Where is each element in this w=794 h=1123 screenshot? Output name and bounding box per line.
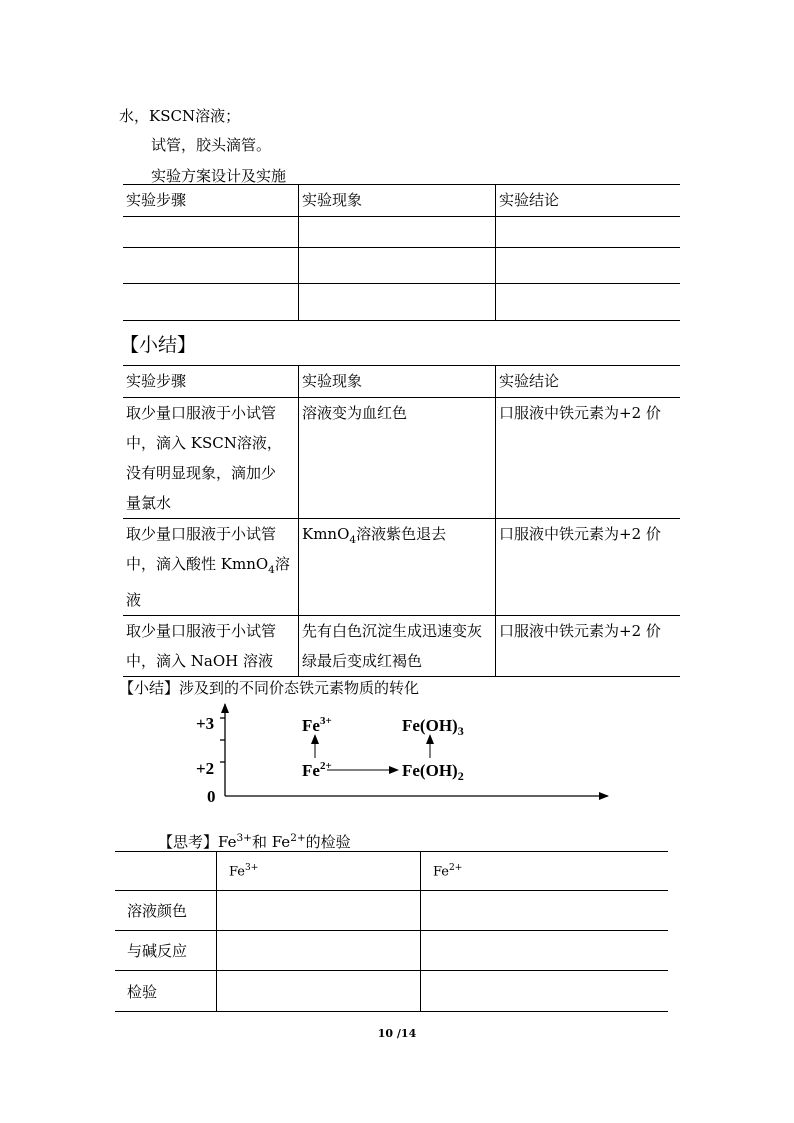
phenomenon-cell: 溶液变为血红色 [299,398,496,519]
superscript: 2+ [449,862,463,873]
table-row [115,891,668,931]
step-text: 中，滴入 KSCN溶液， [126,434,282,452]
row-label: 与碱反应 [115,931,217,971]
step-text: 量氯水 [126,494,172,512]
ion-test-table [115,851,668,1012]
experiment-design-table [123,184,680,321]
empty-cell[interactable] [217,931,421,971]
conclusion-cell: 口服液中铁元素为+2 价 [496,519,681,616]
superscript: 3+ [236,832,252,844]
feoh2-label: $Fe(OH)_2$ [402,761,464,783]
step-cell [123,398,299,519]
step-text: 没有明显现象，滴加少 [126,464,277,482]
step-cell [123,519,299,616]
subscript: 4 [349,534,357,546]
phenomenon-cell [299,616,496,677]
step-text-part: 溶 [274,555,290,573]
step-text: 取少量口服液于小试管 [126,525,277,543]
phenomenon-part: KmnO [302,525,350,543]
feoh3-label: $Fe(OH)_3$ [402,716,464,738]
phenomenon-part: 溶液紫色退去 [356,525,447,543]
phenomenon-text: 绿最后变成红褐色 [302,652,423,670]
table-row [123,519,680,616]
table-row [123,366,680,398]
page-number: 10 /14 [377,1027,417,1040]
header-cell: 实验结论 [496,366,681,398]
y-label-zero: 0 [207,787,216,806]
intro-line-2: 试管，胶头滴管。 [151,136,272,154]
empty-cell[interactable] [496,248,681,284]
step-text: 中，滴入 NaOH 溶液 [126,652,273,670]
header-cell [217,852,421,891]
empty-cell[interactable] [123,217,299,248]
empty-cell[interactable] [123,248,299,284]
empty-cell[interactable] [217,891,421,931]
table-row [123,248,680,284]
empty-cell[interactable] [421,891,669,931]
table-row [115,971,668,1012]
think-title-part: 【思考】Fe [158,833,237,851]
subscript: 4 [268,564,275,576]
empty-cell[interactable] [299,284,496,321]
phenomenon-cell [299,519,496,616]
transform-caption: 【小结】涉及到的不同价态铁元素物质的转化 [119,679,420,697]
superscript: 3+ [245,862,259,873]
step-cell [123,616,299,677]
step-text: 取少量口服液于小试管 [126,404,277,422]
ion-name: Fe [229,864,246,880]
think-title [158,831,351,852]
conclusion-cell: 口服液中铁元素为+2 价 [496,398,681,519]
ion-name: Fe [433,864,450,880]
table-row [115,852,668,891]
fe3-label: $Fe^{3+}$ [302,715,332,735]
table-row [123,398,680,519]
empty-cell[interactable] [299,248,496,284]
step-text: 取少量口服液于小试管 [126,622,277,640]
empty-cell[interactable] [123,284,299,321]
table-row [123,284,680,321]
y-label-plus2: +2 [196,759,215,778]
table-row [123,217,680,248]
empty-cell[interactable] [421,931,669,971]
summary-title: 【小结】 [120,334,197,356]
superscript: 2+ [290,832,306,844]
header-cell: 实验现象 [299,185,496,217]
y-label-plus3: +3 [196,714,215,733]
row-label: 溶液颜色 [115,891,217,931]
header-cell: 实验步骤 [123,366,299,398]
table-row [123,185,680,217]
conclusion-cell: 口服液中铁元素为+2 价 [496,616,681,677]
think-title-part: 和 Fe [251,833,291,851]
header-cell: 实验结论 [496,185,681,217]
phenomenon-text: 先有白色沉淀生成迅速变灰 [302,622,483,640]
think-title-part: 的检验 [305,833,351,851]
empty-cell[interactable] [496,284,681,321]
intro-line-3: 实验方案设计及实施 [151,167,287,185]
header-cell: 实验现象 [299,366,496,398]
empty-cell[interactable] [299,217,496,248]
fe2-label: $Fe^{2+}$ [302,760,332,780]
row-label: 检验 [115,971,217,1012]
intro-line-1: 水，KSCN溶液； [119,107,241,125]
empty-cell[interactable] [217,971,421,1012]
empty-cell[interactable] [496,217,681,248]
table-row [115,931,668,971]
header-cell [421,852,669,891]
empty-cell[interactable] [421,971,669,1012]
step-text: 液 [126,591,142,609]
valence-transformation-diagram [190,700,620,810]
summary-table [123,365,680,677]
table-row [123,616,680,677]
corner-cell [115,852,217,891]
header-cell: 实验步骤 [123,185,299,217]
step-text [126,549,298,585]
step-text-part: 中，滴入酸性 KmnO [126,555,269,573]
